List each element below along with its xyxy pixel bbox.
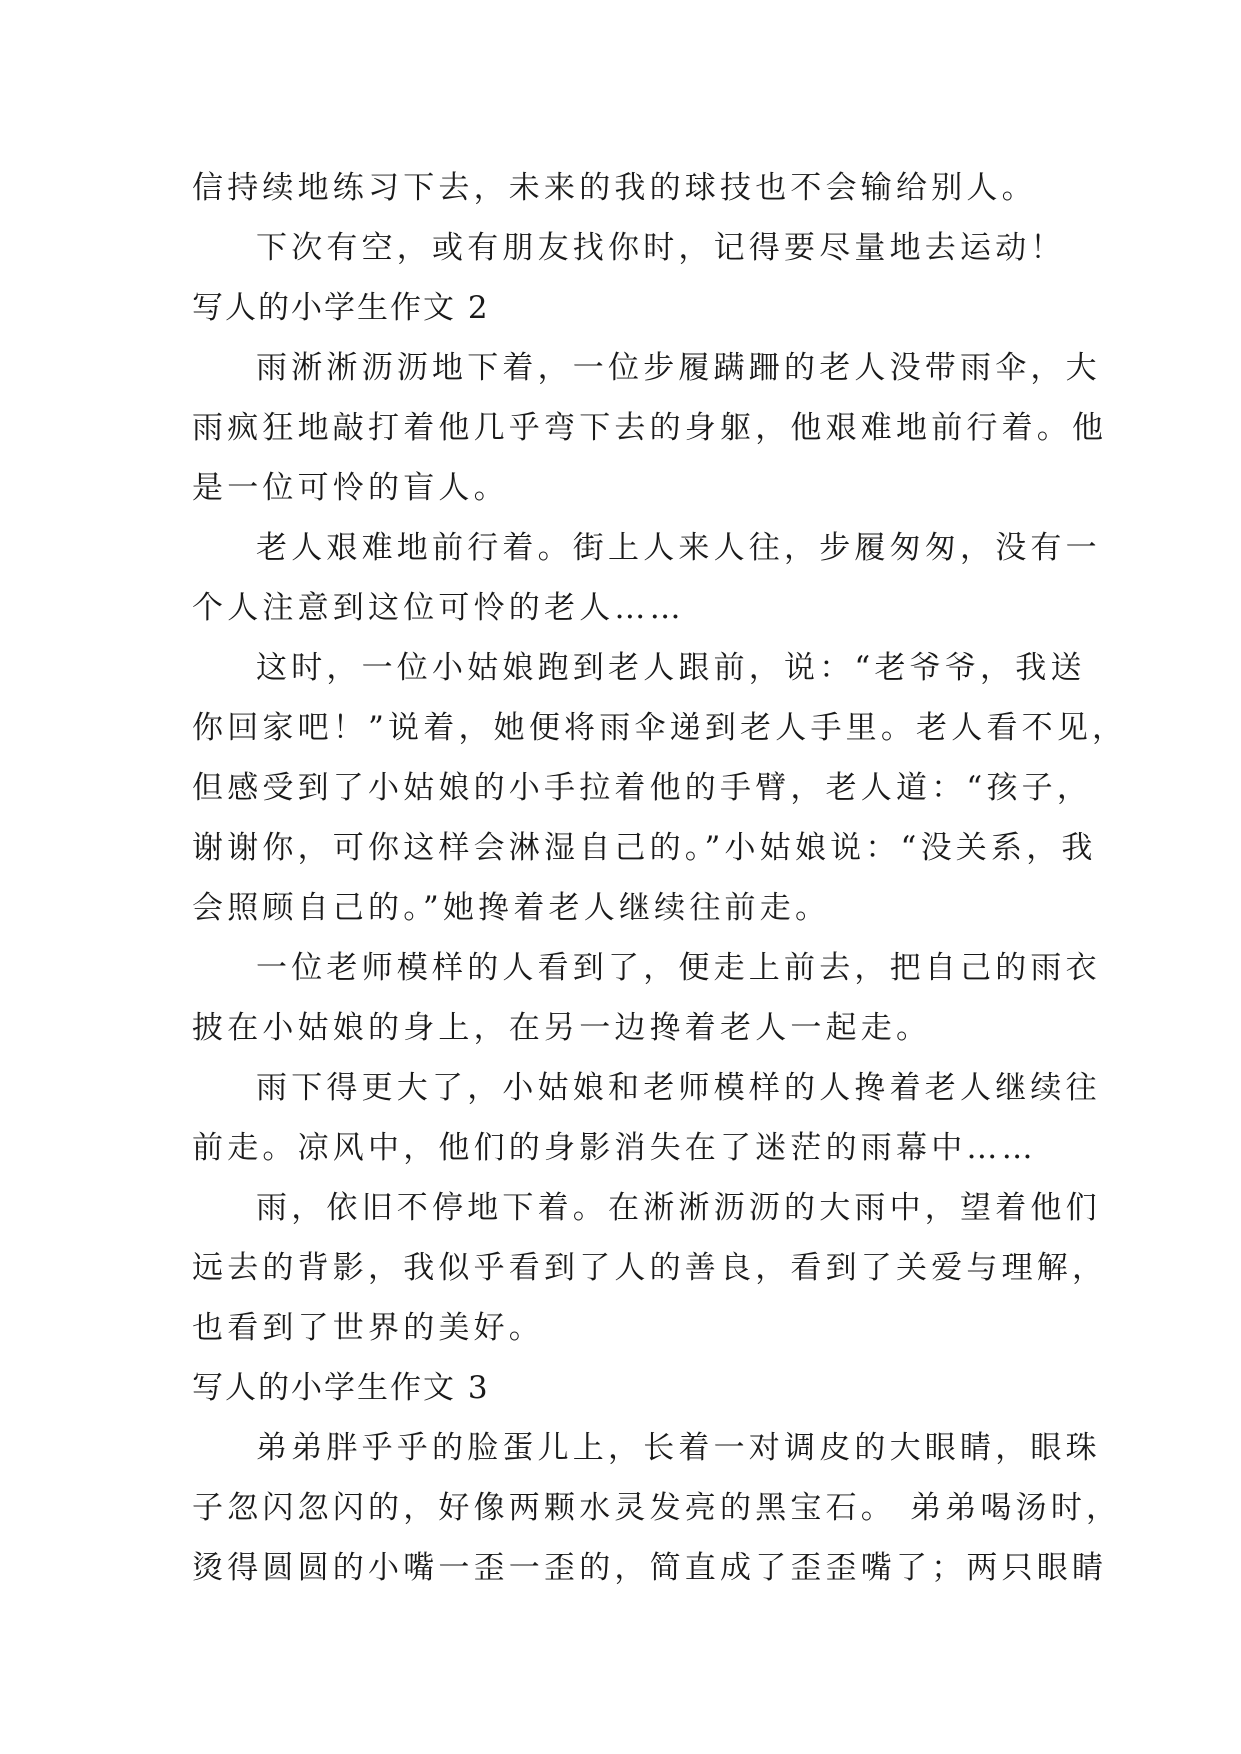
document-page xyxy=(192,158,1128,1598)
paragraph-line: 子忽闪忽闪的，好像两颗水灵发亮的黑宝石。 弟弟喝汤时， xyxy=(192,1490,1122,1526)
section-heading: 写人的小学生作文 2 xyxy=(192,290,490,326)
paragraph-line: 谢谢你，可你这样会淋湿自己的。”小姑娘说：“没关系，我 xyxy=(192,830,1097,866)
paragraph-line: 老人艰难地前行着。街上人来人往，步履匆匆，没有一 xyxy=(256,530,1101,566)
paragraph-line: 是一位可怜的盲人。 xyxy=(192,470,509,506)
paragraph-line: 烫得圆圆的小嘴一歪一歪的，简直成了歪歪嘴了；两只眼睛 xyxy=(192,1550,1108,1586)
paragraph-line: 这时，一位小姑娘跑到老人跟前，说：“老爷爷，我送 xyxy=(256,650,1086,686)
paragraph-line: 个人注意到这位可怜的老人…… xyxy=(192,590,685,626)
paragraph-line: 也看到了世界的美好。 xyxy=(192,1310,544,1346)
paragraph-line: 你回家吧！”说着，她便将雨伞递到老人手里。老人看不见， xyxy=(192,710,1128,746)
paragraph-line: 信持续地练习下去，未来的我的球技也不会输给别人。 xyxy=(192,170,1037,206)
paragraph-line: 雨，依旧不停地下着。在淅淅沥沥的大雨中，望着他们 xyxy=(256,1190,1101,1226)
paragraph-line: 雨淅淅沥沥地下着，一位步履蹒跚的老人没带雨伞，大 xyxy=(256,350,1101,386)
paragraph-line: 弟弟胖乎乎的脸蛋儿上，长着一对调皮的大眼睛，眼珠 xyxy=(256,1430,1101,1466)
section-heading: 写人的小学生作文 3 xyxy=(192,1370,490,1406)
paragraph-line: 雨下得更大了，小姑娘和老师模样的人搀着老人继续往 xyxy=(256,1070,1101,1106)
paragraph-line: 前走。凉风中，他们的身影消失在了迷茫的雨幕中…… xyxy=(192,1130,1037,1166)
paragraph-line: 披在小姑娘的身上，在另一边搀着老人一起走。 xyxy=(192,1010,932,1046)
paragraph-line: 但感受到了小姑娘的小手拉着他的手臂，老人道：“孩子， xyxy=(192,770,1093,806)
paragraph-line: 一位老师模样的人看到了，便走上前去，把自己的雨衣 xyxy=(256,950,1101,986)
paragraph-line: 雨疯狂地敲打着他几乎弯下去的身躯，他艰难地前行着。他 xyxy=(192,410,1108,446)
paragraph-line: 下次有空，或有朋友找你时，记得要尽量地去运动！ xyxy=(256,230,1066,266)
paragraph-line: 远去的背影，我似乎看到了人的善良，看到了关爱与理解， xyxy=(192,1250,1108,1286)
paragraph-line: 会照顾自己的。”她搀着老人继续往前走。 xyxy=(192,890,831,926)
